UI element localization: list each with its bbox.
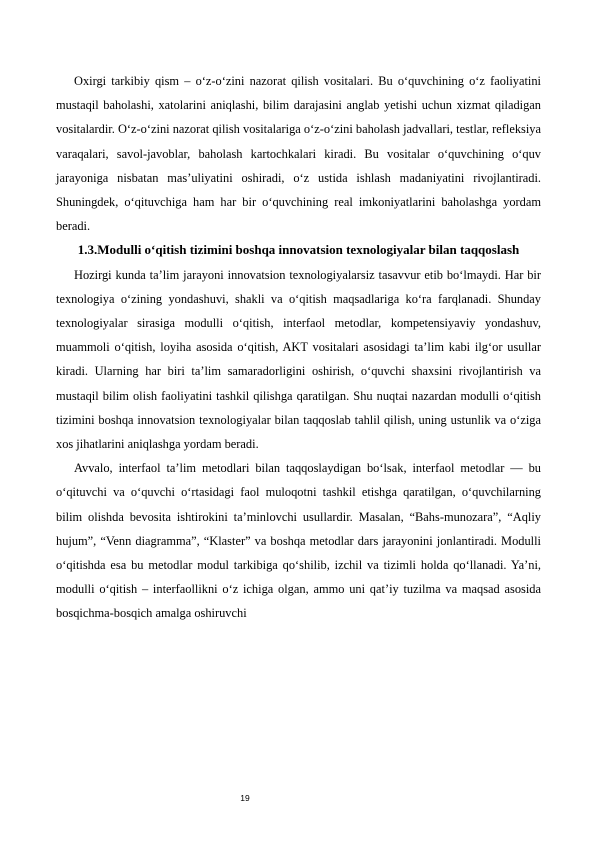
document-body — [56, 69, 541, 626]
section-heading: 1.3.Modulli o‘qitish tizimini boshqa innovatsion texnologiyalar bilan taqqoslash — [77, 242, 520, 258]
paragraph-1: Hozirgi kunda ta’lim jarayoni innovatsion texnologiyalarsiz tasavvur etib bo‘lmaydi. Har bir texnologiya o‘zining yondashuvi, shakli va o‘qitish maqsadlariga ko‘ra farqlanadi. Shunday texnologiyalar sirasiga modulli o‘qitish, interfaol metodlar, kompetensiyaviy yondashuv, muammoli o‘qitish, loyiha asosida o‘qitish, AKT vositalari asosidagi ta’lim kabi ilg‘or usullar kiradi. Ularning har biri ta’lim samaradorligini oshirish, o‘quvchi shaxsini rivojlantirish va mustaqil bilim olish faoliyatini tashkil qilishga qaratilgan. Shu nuqtai nazardan modulli o‘qitish tizimini boshqa innovatsion texnologiyalar bilan taqqoslab tahlil qilish, uning ustunlik va o‘ziga xos jihatlarini aniqlashga yordam beradi. — [56, 267, 541, 452]
paragraph-2: Avvalo, interfaol ta’lim metodlari bilan taqqoslaydigan bo‘lsak, interfaol metodlar — bu o‘qituvchi va o‘quvchi o‘rtasidagi faol muloqotni tashkil etishga qaratilgan, o‘quvchilarning bilim olishda bevosita ishtirokini ta’minlovchi usullardir. Masalan, “Bahs-munozara”, “Aqliy hujum”, “Venn diagramma”, “Klaster” va boshqa metodlar dars jarayonini jonlantiradi. Modulli o‘qitishda esa bu metodlar modul tarkibiga qo‘shilib, izchil va tizimli holda qo‘llanadi. Ya’ni, modulli o‘qitish – interfaollikni o‘z ichiga olgan, ammo uni qat’iy tuzilma va maqsad asosida bosqichma-bosqich amalga oshiruvchi — [56, 461, 541, 621]
paragraph-intro: Oxirgi tarkibiy qism – o‘z-o‘zini nazorat qilish vositalari. Bu o‘quvchining o‘z faoliyatini mustaqil baholashi, xatolarini aniqlashi, bilim darajasini anglab yetishi uchun xizmat qiladigan vositalardir. O‘z-o‘zini nazorat qilish vositalariga o‘z-o‘zini baholash jadvallari, testlar, refleksiya varaqalari, savol-javoblar, baholash kartochkalari kiradi. Bu vositalar o‘quvchining o‘quv jarayoniga nisbatan mas’uliyatini oshiradi, o‘z ustida ishlash madaniyatini rivojlantiradi. Shuningdek, o‘qituvchiga ham har bir o‘quvchining real imkoniyatlarini baholashga yordam beradi. — [56, 74, 541, 234]
page-number: 19 — [240, 793, 250, 803]
